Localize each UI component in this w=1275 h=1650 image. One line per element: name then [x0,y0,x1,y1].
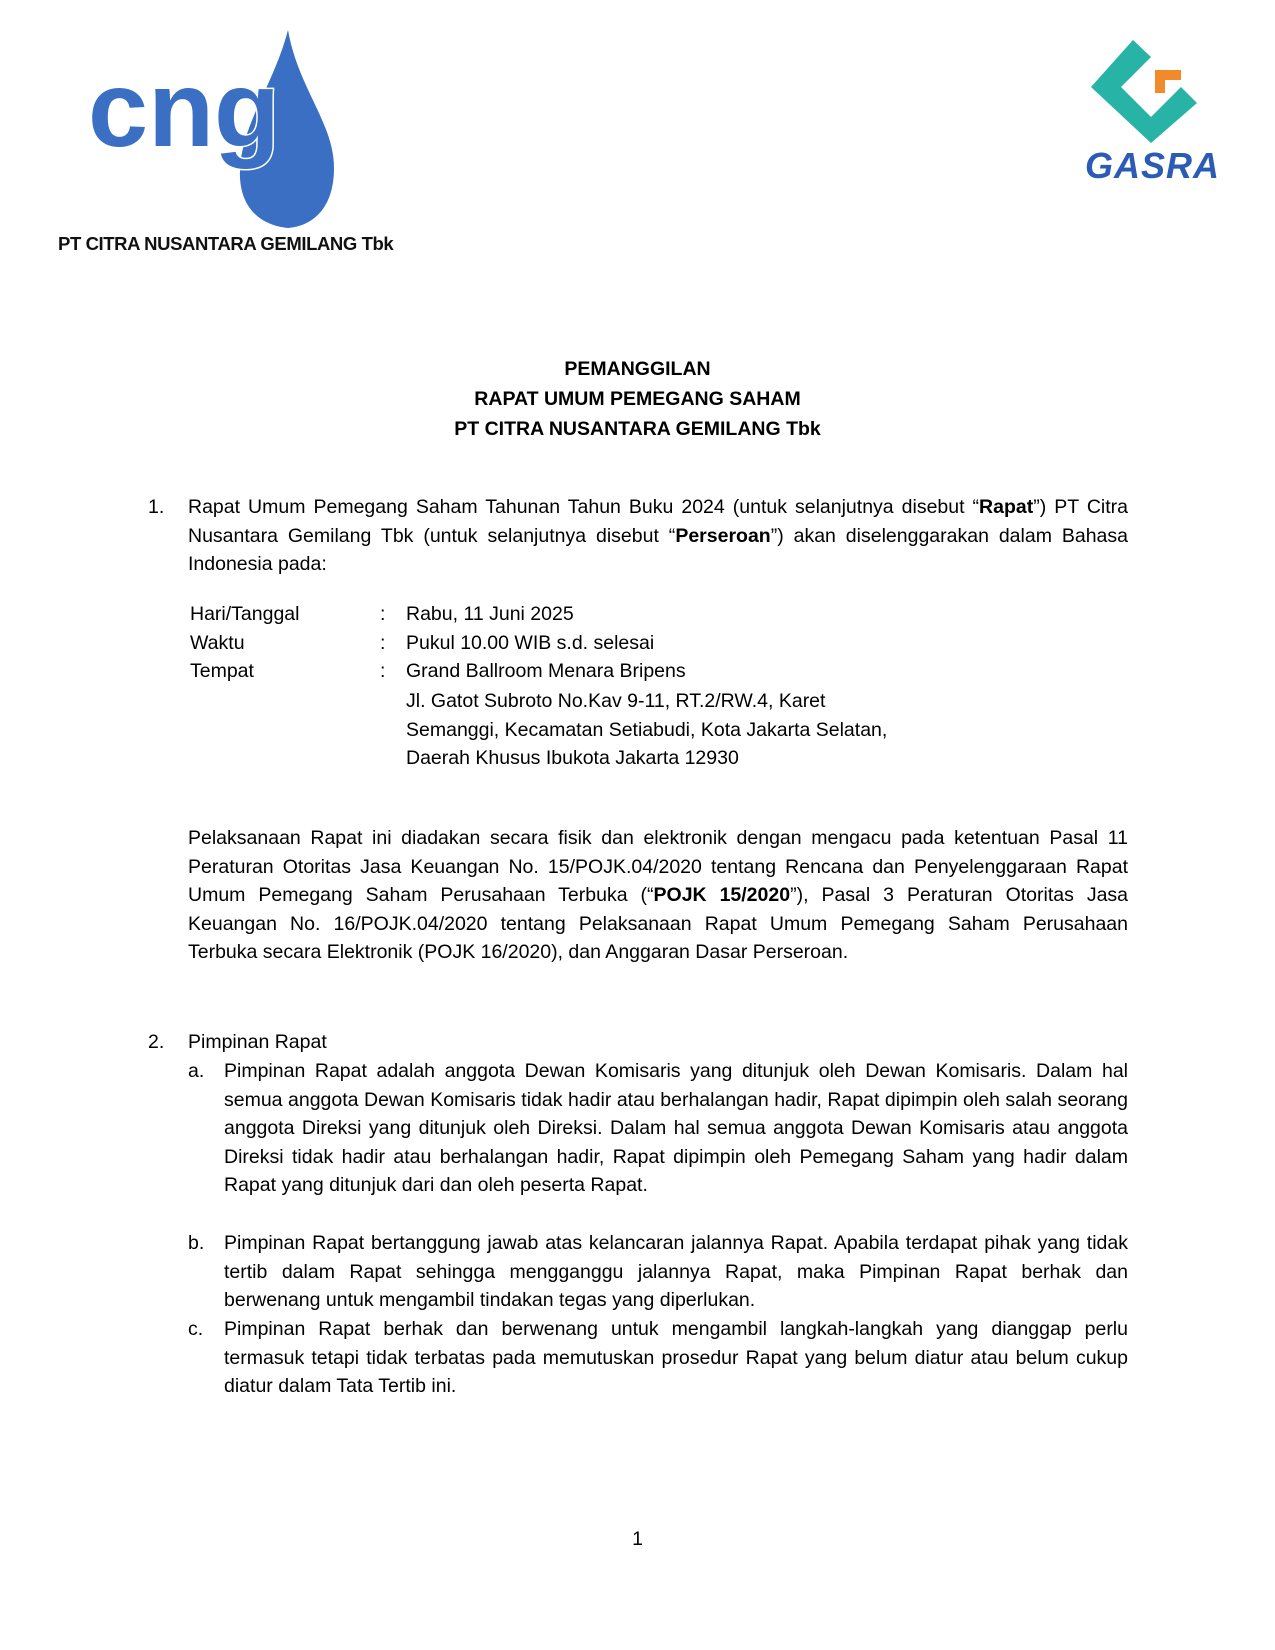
title-line-2: RAPAT UMUM PEMEGANG SAHAM [474,388,801,410]
item-b-marker: b. [188,1232,205,1254]
item-c-marker: c. [188,1318,204,1340]
place-line-3: Semanggi, Kecamatan Setiabudi, Kota Jakarta Selatan, [406,718,888,741]
intro-term-rapat: Rapat [979,496,1034,518]
item-c-text: Pimpinan Rapat berhak dan berwenang untuk mengambil langkah-langkah yang dianggap perlu termasuk tetapi tidak terbatas pada memutuskan prosedur Rapat yang belum diatur atau belum cukup diatur dalam Tata Tertib ini. [224,1318,1128,1398]
intro-text-a: Rapat Umum Pemegang Saham Tahunan Tahun Buku 2024 (untuk selanjutnya disebut “ [188,496,980,518]
time-value: Pukul 10.00 WIB s.d. selesai [406,631,655,654]
gasra-logo-mark [1085,35,1205,145]
title-line-3: PT CITRA NUSANTARA GEMILANG Tbk [454,418,821,440]
place-colon: : [380,660,386,683]
item-b-text: Pimpinan Rapat bertanggung jawab atas kelancaran jalannya Rapat. Apabila terdapat pihak yang tidak tertib dalam Rapat sehingga mengganggu jalannya Rapat, maka Pimpinan Rapat berhak dan berwenang untuk mengambil tindakan tegas yang diperlukan. [224,1232,1128,1312]
intro-term-perseroan: Perseroan [675,524,771,547]
place-line-1: Grand Ballroom Menara Bripens [406,660,686,683]
company-caption: PT CITRA NUSANTARA GEMILANG Tbk [58,233,394,254]
title-line-1: PEMANGGILAN [564,358,711,380]
place-label: Tempat [190,660,254,683]
item-a-marker: a. [188,1060,205,1082]
cng-wordmark: cng [88,48,281,169]
date-label: Hari/Tanggal [190,603,300,625]
legal-term-pojk: POJK 15/2020 [653,884,791,907]
time-colon: : [380,631,386,654]
intro-text-e: ”) akan diselenggarakan dalam Bahasa Indonesia pada: [188,524,1128,576]
item-a-text: Pimpinan Rapat adalah anggota Dewan Komisaris yang ditunjuk oleh Dewan Komisaris. Dalam hal semua anggota Dewan Komisaris tidak hadir atau berhalangan hadir, Rapat dipimpin oleh salah seorang anggota Direksi yang ditunjuk oleh Direksi. Dalam hal semua anggota Dewan Komisaris atau anggota Direksi tidak hadir atau berhalangan hadir, Rapat dipimpin oleh Pemegang Saham yang hadir dalam Rapat yang ditunjuk dari dan oleh peserta Rapat. [224,1060,1128,1197]
intro-text-c: ”) PT Citra Nusantara Gemilang Tbk (untuk selanjutnya disebut “ [188,496,1128,547]
time-label: Waktu [190,631,245,654]
page-number: 1 [632,1528,643,1550]
legal-text-a: Pelaksanaan Rapat ini diadakan secara fisik dan elektronik dengan mengacu pada ketentuan Pasal 11 Peraturan Otoritas Jasa Keuangan No. 15/POJK.04/2020 tentang Rencana dan Penyelenggaraan Rapat Umum Pemegang Saham Perusahaan Terbuka (“ [188,827,1128,907]
place-line-2: Jl. Gatot Subroto No.Kav 9-11, RT.2/RW.4, Karet [406,690,826,712]
cng-logo-mark [88,28,348,228]
gasra-wordmark: GASRA [1085,145,1221,186]
date-value: Rabu, 11 Juni 2025 [406,603,574,625]
gasra-logo [1085,35,1245,185]
legal-text-c: ”), Pasal 3 Peraturan Otoritas Jasa Keuangan No. 16/POJK.04/2020 tentang Pelaksanaan Rapat Umum Pemegang Saham Perusahaan Terbuka secara Elektronik (POJK 16/2020), dan Anggaran Dasar Perseroan. [188,884,1129,964]
place-line-4: Daerah Khusus Ibukota Jakarta 12930 [406,747,739,770]
date-colon: : [380,603,386,625]
section-1-number: 1. [148,496,165,518]
section-2-heading: Pimpinan Rapat [188,1031,327,1053]
cng-logo [58,28,394,260]
section-1-intro [188,493,1128,579]
section-2-number: 2. [148,1031,165,1053]
legal-basis-paragraph [188,824,1128,967]
meeting-details [190,600,950,780]
